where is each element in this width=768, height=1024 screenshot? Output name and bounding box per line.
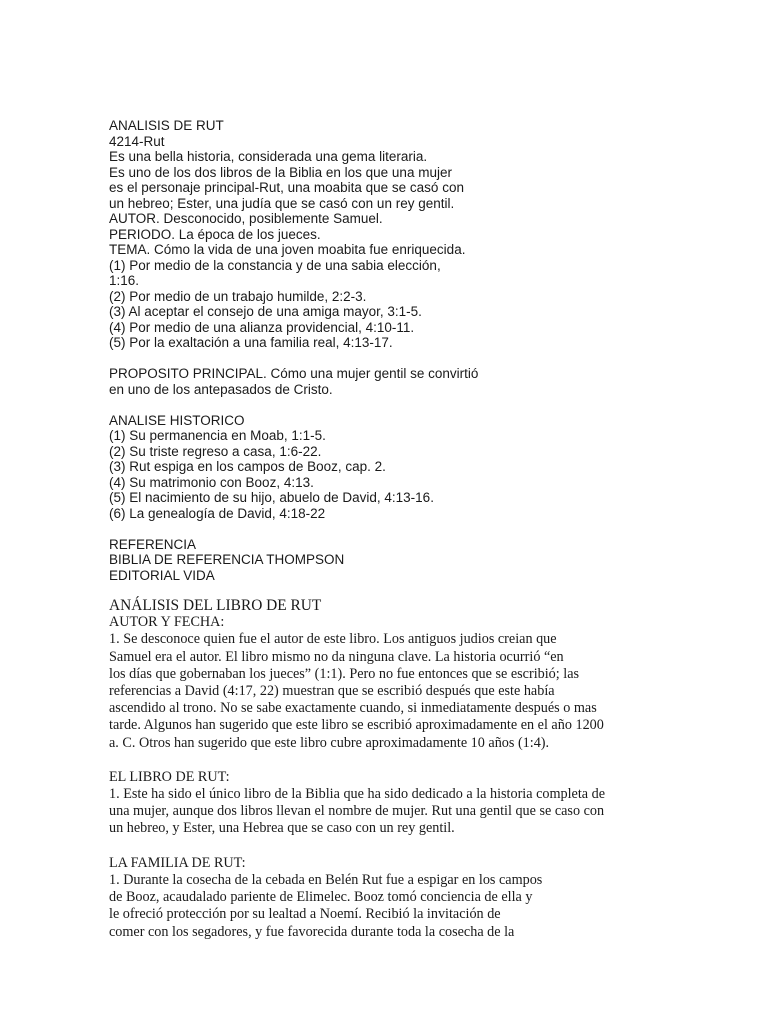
spacer <box>109 397 729 413</box>
list-item: (4) Por medio de una alianza providencial, 4:10-11. <box>109 319 415 335</box>
text-line: es el personaje principal-Rut, una moabita que se casó con <box>109 180 464 195</box>
doc-code: 4214-Rut <box>109 133 165 149</box>
text-line: un hebreo; Ester, una judía que se casó con un rey gentil. <box>109 195 455 211</box>
tema-line: TEMA. Cómo la vida de una joven moabita fue enriquecida. <box>109 242 466 257</box>
list-item: (2) Por medio de un trabajo humilde, 2:2-3. <box>109 288 367 304</box>
list-item: (3) Al aceptar el consejo de una amiga mayor, 3:1-5. <box>109 304 422 319</box>
paragraph-line: 1. Este ha sido el único libro de la Biblia que ha sido dedicado a la historia completa de <box>109 786 606 803</box>
paragraph-line: ascendido al trono. No se sabe exactamente cuando, si inmediatamente después o mas <box>109 700 597 717</box>
list-item: (5) Por la exaltación a una familia real, 4:13-17. <box>109 335 393 350</box>
list-item: (3) Rut espiga en los campos de Booz, cap. 2. <box>109 459 386 474</box>
spacer <box>109 752 749 769</box>
list-item: (1) Su permanencia en Moab, 1:1-5. <box>109 428 326 443</box>
referencia-line: BIBLIA DE REFERENCIA THOMPSON <box>109 552 345 567</box>
libro-section <box>109 597 749 941</box>
subheading: EL LIBRO DE RUT: <box>109 768 230 785</box>
section-heading: ANÁLISIS DEL LIBRO DE RUT <box>109 597 322 614</box>
list-item: 1:16. <box>109 273 140 288</box>
list-item: (6) La genealogía de David, 4:18-22 <box>109 505 326 521</box>
paragraph-line: 1. Se desconoce quien fue el autor de este libro. Los antiguos judios creian que <box>109 631 557 648</box>
doc-title: ANALISIS DE RUT <box>109 118 224 133</box>
paragraph-line: un hebreo, y Ester, una Hebrea que se caso con un rey gentil. <box>109 820 455 837</box>
subheading: LA FAMILIA DE RUT: <box>109 854 246 871</box>
autor-line: AUTOR. Desconocido, posiblemente Samuel. <box>109 211 383 226</box>
paragraph-line: los días que gobernaban los jueces” (1:1). Pero no fue entonces que se escribió; las <box>109 665 580 682</box>
paragraph-line: referencias a David (4:17, 22) muestran que se escribió después que este había <box>109 682 555 699</box>
text-line: Es una bella historia, considerada una gema literaria. <box>109 149 428 164</box>
paragraph-line: comer con los segadores, y fue favorecida durante toda la cosecha de la <box>109 923 515 940</box>
paragraph-line: le ofreció protección por su lealtad a Noemí. Recibió la invitación de <box>109 906 501 923</box>
paragraph-line: tarde. Algunos han sugerido que este libro se escribió aproximadamente en el año 1200 <box>109 717 604 734</box>
analisis-section <box>109 118 729 583</box>
referencia-heading: REFERENCIA <box>109 536 197 552</box>
proposito-line: PROPOSITO PRINCIPAL. Cómo una mujer gentil se convirtió <box>109 366 479 381</box>
paragraph-line: de Booz, acaudalado pariente de Elimelec. Booz tomó conciencia de ella y <box>109 889 533 906</box>
text-line: Es uno de los dos libros de la Biblia en los que una mujer <box>109 164 452 180</box>
paragraph-line: Samuel era el autor. El libro mismo no da ninguna clave. La historia ocurrió “en <box>109 648 564 665</box>
paragraph-line: 1. Durante la cosecha de la cebada en Belén Rut fue a espigar en los campos <box>109 872 543 888</box>
list-item: (4) Su matrimonio con Booz, 4:13. <box>109 474 314 490</box>
spacer <box>109 838 749 855</box>
spacer <box>109 351 729 367</box>
paragraph-line: una mujer, aunque dos libros llevan el nombre de mujer. Rut una gentil que se caso con <box>109 803 605 820</box>
historico-heading: ANALISE HISTORICO <box>109 412 245 428</box>
proposito-line: en uno de los antepasados de Cristo. <box>109 381 333 397</box>
list-item: (5) El nacimiento de su hijo, abuelo de David, 4:13-16. <box>109 490 434 505</box>
list-item: (2) Su triste regreso a casa, 1:6-22. <box>109 443 322 459</box>
periodo-line: PERIODO. La época de los jueces. <box>109 226 321 242</box>
spacer <box>109 521 729 537</box>
subheading: AUTOR Y FECHA: <box>109 614 225 631</box>
list-item: (1) Por medio de la constancia y de una sabia elección, <box>109 257 441 273</box>
referencia-line: EDITORIAL VIDA <box>109 567 215 583</box>
paragraph-line: a. C. Otros han sugerido que este libro cubre aproximadamente 10 años (1:4). <box>109 734 550 751</box>
